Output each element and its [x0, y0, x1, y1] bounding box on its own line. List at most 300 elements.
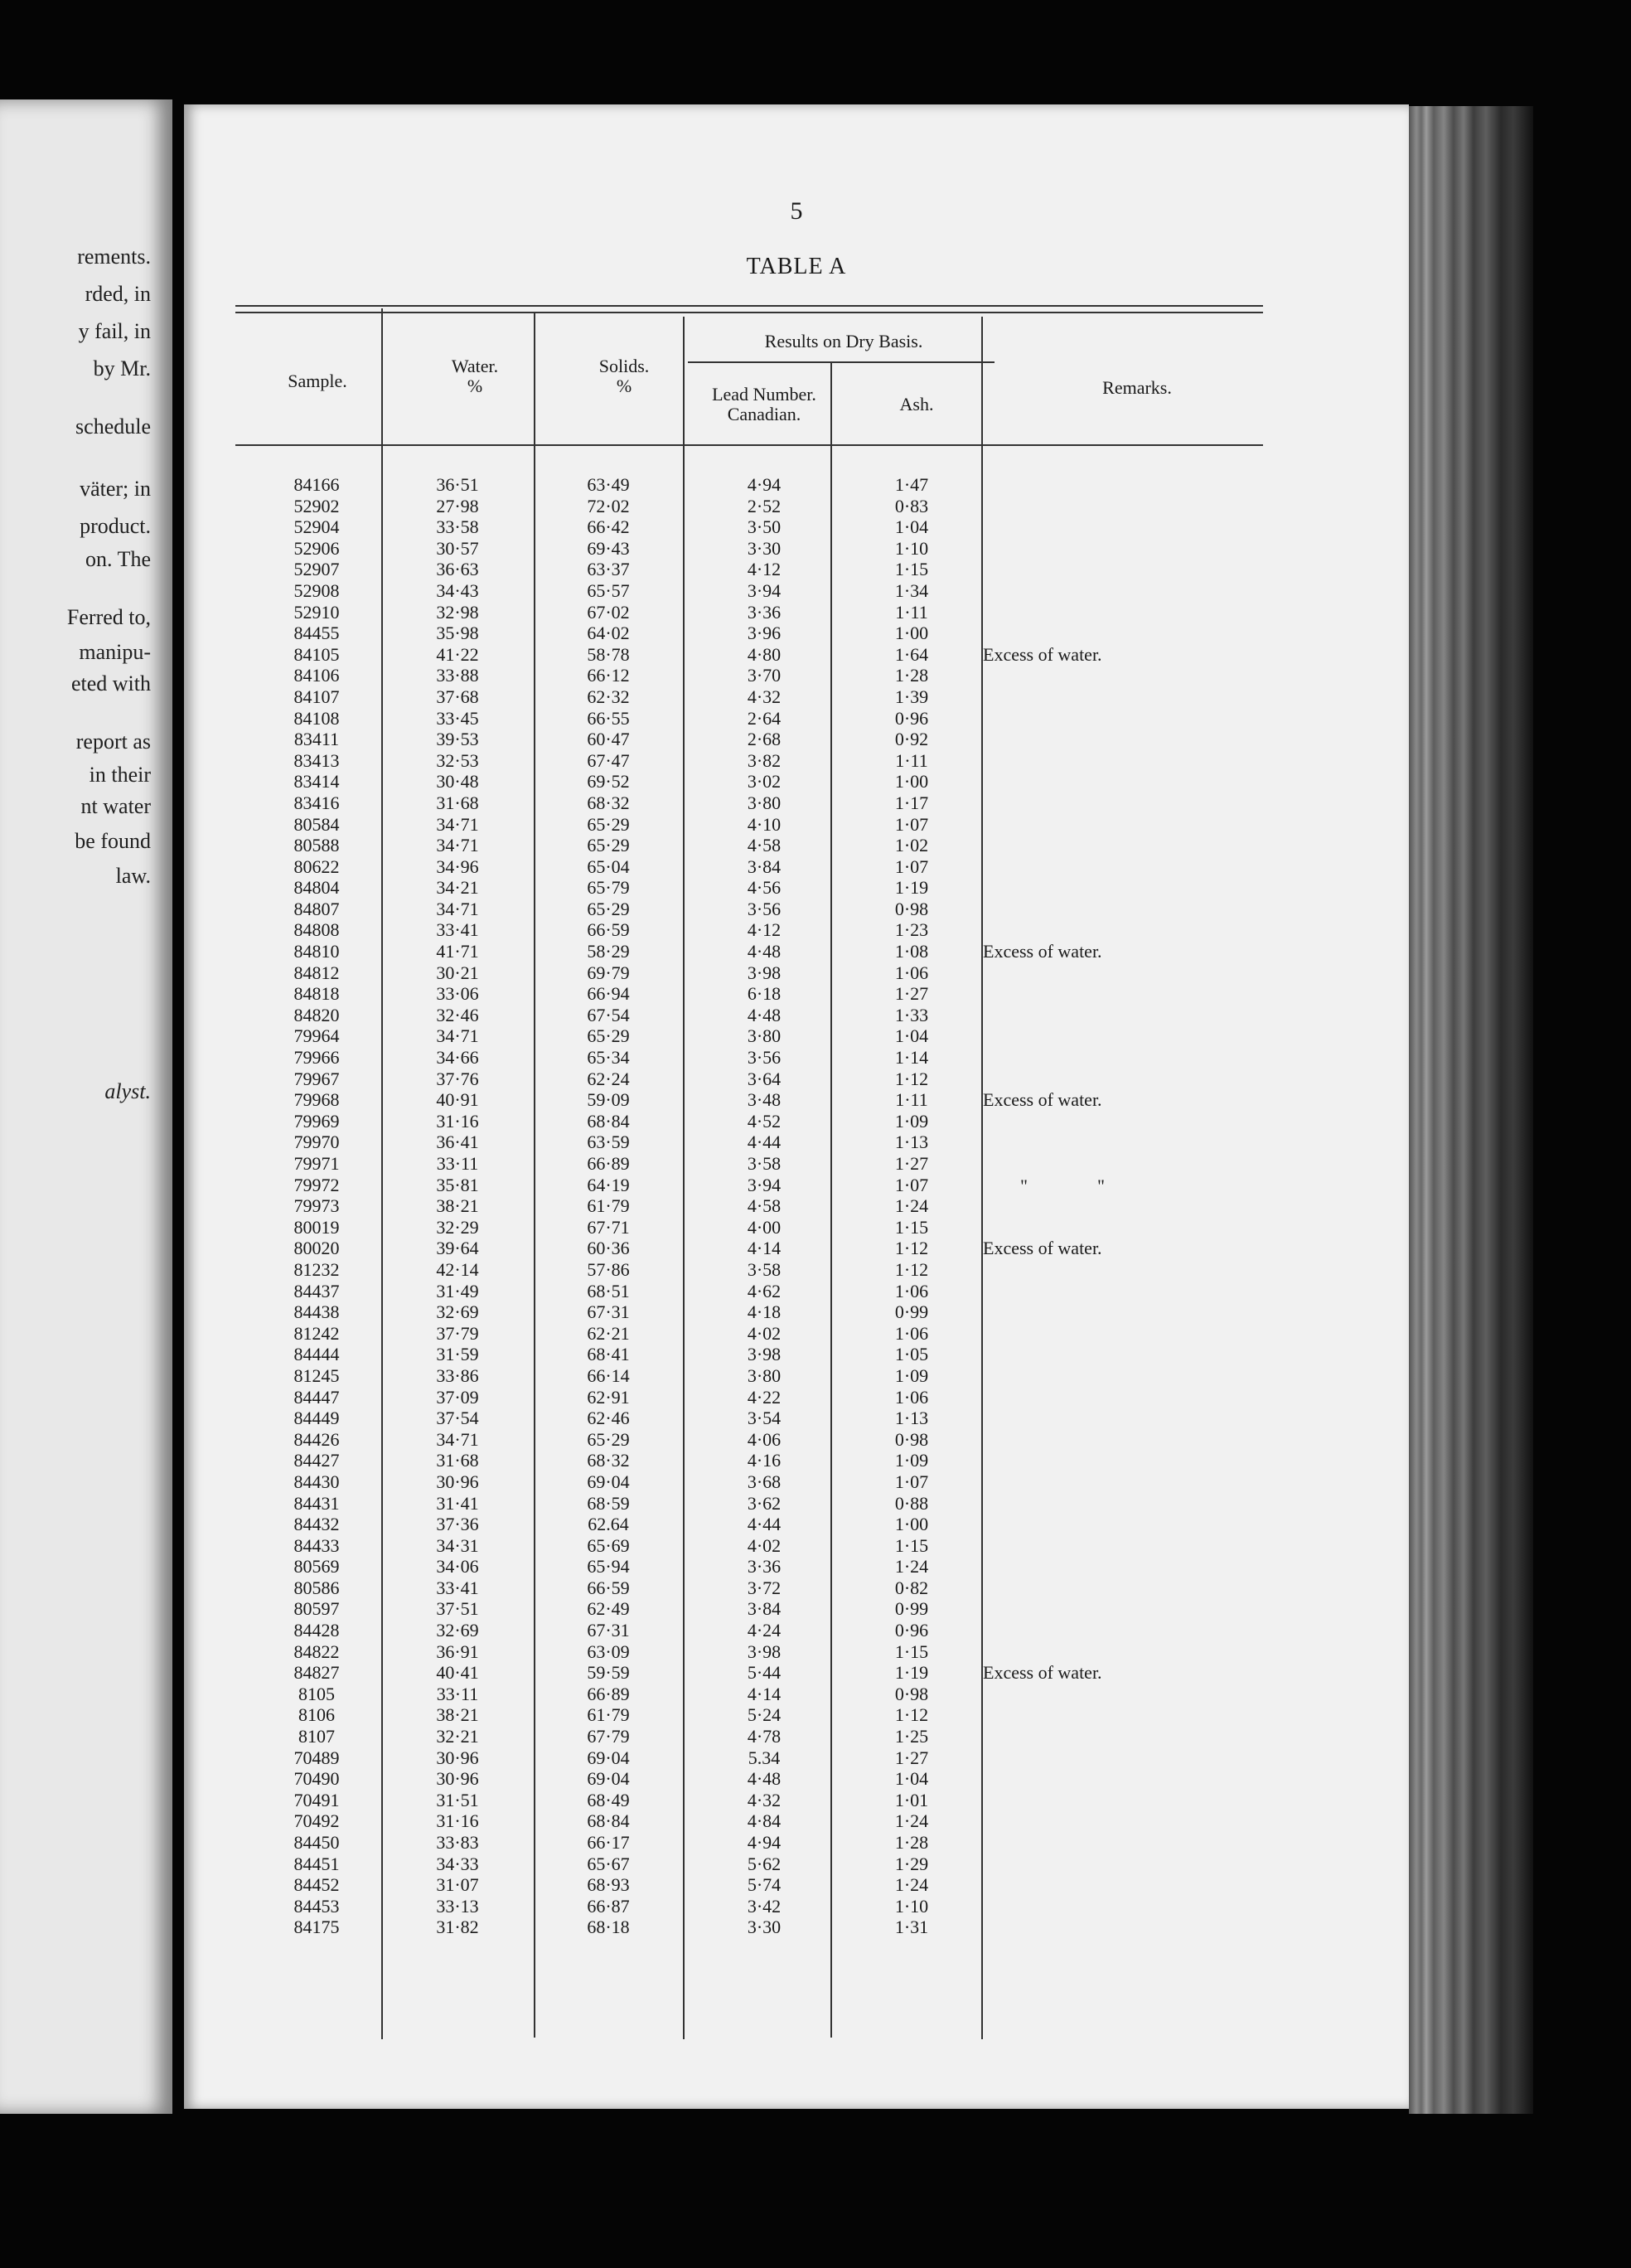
cell-water: 34·66 [436, 1047, 479, 1069]
cell-sample: 84451 [293, 1853, 340, 1874]
cell-sample: 79968 [293, 1089, 340, 1111]
cell-solids: 65·04 [587, 855, 630, 877]
cell-water: 34·06 [436, 1556, 479, 1577]
header-solids-label: Solids. [598, 356, 650, 376]
cell-solids: 68·49 [587, 1789, 630, 1810]
cell-lead: 3·42 [747, 1895, 782, 1917]
cell-sample: 52907 [293, 559, 340, 580]
cell-sample: 79967 [293, 1068, 340, 1089]
cell-solids: 58·29 [587, 941, 630, 962]
cell-lead: 4·02 [747, 1534, 782, 1556]
cell-lead: 3·54 [747, 1408, 782, 1429]
cell-sample: 79970 [293, 1132, 340, 1153]
cell-lead: 3·58 [747, 1153, 782, 1174]
cell-water: 30·96 [436, 1768, 479, 1790]
cell-lead: 4·62 [747, 1280, 782, 1301]
previous-page-line: väter; in [80, 477, 151, 501]
cell-lead: 4·44 [747, 1514, 782, 1535]
cell-ash: 1·12 [894, 1068, 929, 1089]
cell-lead: 4·16 [747, 1450, 782, 1471]
cell-solids: 67·47 [587, 749, 630, 771]
table-title: TABLE A [746, 254, 847, 279]
cell-lead: 4·10 [747, 813, 782, 835]
cell-ash: 1·15 [894, 1216, 929, 1238]
cell-sample: 8107 [298, 1726, 335, 1747]
cell-solids: 58·78 [587, 643, 630, 665]
cell-ash: 0·88 [894, 1492, 929, 1514]
previous-page-line: by Mr. [93, 356, 151, 380]
cell-ash: 0·99 [894, 1598, 929, 1620]
cell-ash: 1·07 [894, 855, 929, 877]
cell-lead: 4·48 [747, 1004, 782, 1025]
cell-water: 39·53 [436, 729, 479, 750]
cell-water: 32·98 [436, 601, 479, 623]
cell-water: 27·98 [436, 495, 479, 516]
cell-sample: 84447 [293, 1386, 340, 1408]
cell-solids: 68·84 [587, 1110, 630, 1132]
cell-sample: 80588 [293, 835, 340, 856]
cell-solids: 66·89 [587, 1153, 630, 1174]
cell-ash: 1·04 [894, 1025, 929, 1047]
cell-water: 36·91 [436, 1640, 479, 1662]
cell-solids: 62·32 [587, 686, 630, 707]
cell-solids: 66·55 [587, 707, 630, 729]
cell-lead: 5·62 [747, 1853, 782, 1874]
cell-ash: 1·06 [894, 1386, 929, 1408]
cell-sample: 84438 [293, 1301, 340, 1323]
cell-ash: 1·07 [894, 813, 929, 835]
cell-solids: 68·84 [587, 1810, 630, 1832]
cell-solids: 66·87 [587, 1895, 630, 1917]
cell-sample: 52910 [293, 601, 340, 623]
cell-solids: 65·94 [587, 1556, 630, 1577]
cell-sample: 84818 [293, 983, 340, 1005]
cell-ash: 0·92 [894, 729, 929, 750]
cell-ash: 1·29 [894, 1853, 929, 1874]
cell-solids: 65·69 [587, 1534, 630, 1556]
cell-solids: 65·57 [587, 579, 630, 601]
cell-water: 32·29 [436, 1216, 479, 1238]
cell-water: 37·79 [436, 1322, 479, 1344]
previous-page-edge [0, 99, 172, 2114]
cell-water: 33·41 [436, 1577, 479, 1598]
cell-sample: 79973 [293, 1195, 340, 1217]
cell-sample: 84433 [293, 1534, 340, 1556]
cell-sample: 52906 [293, 537, 340, 559]
cell-solids: 68·32 [587, 1450, 630, 1471]
cell-sample: 84450 [293, 1832, 340, 1853]
cell-ash: 1·13 [894, 1408, 929, 1429]
cell-lead: 3·94 [747, 1174, 782, 1195]
cell-lead: 3·30 [747, 537, 782, 559]
cell-solids: 66·89 [587, 1683, 630, 1704]
cell-solids: 68·32 [587, 792, 630, 813]
cell-ash: 1·47 [894, 474, 929, 495]
cell-sample: 84810 [293, 941, 340, 962]
previous-page-line: law. [115, 864, 151, 888]
cell-ash: 1·15 [894, 1534, 929, 1556]
cell-lead: 3·36 [747, 601, 782, 623]
cell-sample: 81232 [293, 1258, 340, 1280]
cell-water: 33·06 [436, 983, 479, 1005]
cell-water: 31·68 [436, 1450, 479, 1471]
cell-solids: 59·09 [587, 1089, 630, 1111]
cell-solids: 66·12 [587, 665, 630, 686]
cell-solids: 61·79 [587, 1704, 630, 1726]
cell-solids: 67·79 [587, 1726, 630, 1747]
previous-page-line: in their [89, 763, 151, 787]
cell-solids: 65·34 [587, 1047, 630, 1069]
cell-solids: 65·29 [587, 898, 630, 919]
cell-lead: 4·12 [747, 559, 782, 580]
cell-water: 34·96 [436, 855, 479, 877]
cell-ash: 1·39 [894, 686, 929, 707]
cell-solids: 66·42 [587, 516, 630, 538]
ditto-mark: " [1020, 1175, 1028, 1196]
header-lead-number [681, 385, 847, 424]
cell-ash: 1·27 [894, 1747, 929, 1768]
cell-solids: 62·49 [587, 1598, 630, 1620]
cell-water: 37·09 [436, 1386, 479, 1408]
cell-sample: 52904 [293, 516, 340, 538]
cell-lead: 3·80 [747, 1364, 782, 1386]
cell-solids: 62·24 [587, 1068, 630, 1089]
cell-water: 35·98 [436, 623, 479, 644]
cell-solids: 65·29 [587, 835, 630, 856]
cell-ash: 1·27 [894, 983, 929, 1005]
cell-water: 32·46 [436, 1004, 479, 1025]
cell-ash: 1·00 [894, 623, 929, 644]
cell-water: 38·21 [436, 1704, 479, 1726]
cell-solids: 69·04 [587, 1768, 630, 1790]
cell-solids: 67·31 [587, 1301, 630, 1323]
cell-sample: 79966 [293, 1047, 340, 1069]
cell-remark: Excess of water. [983, 643, 1102, 665]
cell-water: 32·21 [436, 1726, 479, 1747]
cell-water: 30·96 [436, 1747, 479, 1768]
cell-ash: 0·83 [894, 495, 929, 516]
cell-ash: 1·12 [894, 1238, 929, 1259]
cell-water: 36·51 [436, 474, 479, 495]
cell-lead: 3·80 [747, 792, 782, 813]
cell-sample: 84430 [293, 1471, 340, 1492]
cell-water: 34·71 [436, 1025, 479, 1047]
cell-water: 36·41 [436, 1132, 479, 1153]
cell-sample: 52908 [293, 579, 340, 601]
top-rule [235, 305, 1263, 307]
cell-sample: 79969 [293, 1110, 340, 1132]
previous-page-line: alyst. [104, 1079, 151, 1103]
cell-solids: 69·04 [587, 1747, 630, 1768]
cell-ash: 1·15 [894, 1640, 929, 1662]
cell-lead: 4·12 [747, 919, 782, 941]
cell-sample: 52902 [293, 495, 340, 516]
cell-ash: 1·12 [894, 1258, 929, 1280]
cell-water: 34·71 [436, 898, 479, 919]
previous-page-line: eted with [70, 671, 151, 695]
cell-sample: 84455 [293, 623, 340, 644]
cell-solids: 60·36 [587, 1238, 630, 1259]
previous-page-line: y fail, in [78, 319, 151, 343]
cell-ash: 1·23 [894, 919, 929, 941]
cell-ash: 1·11 [895, 601, 928, 623]
cell-water: 34·71 [436, 835, 479, 856]
cell-solids: 68·41 [587, 1344, 630, 1365]
page-number: 5 [790, 197, 803, 225]
header-results-group: Results on Dry Basis. [764, 331, 923, 351]
cell-solids: 67·31 [587, 1620, 630, 1641]
cell-sample: 80019 [293, 1216, 340, 1238]
cell-ash: 1·24 [894, 1874, 929, 1896]
cell-water: 42·14 [436, 1258, 479, 1280]
cell-sample: 84108 [293, 707, 340, 729]
cell-water: 33·41 [436, 919, 479, 941]
cell-lead: 3·02 [747, 771, 782, 792]
cell-ash: 1·28 [894, 665, 929, 686]
cell-solids: 67·71 [587, 1216, 630, 1238]
cell-lead: 4·94 [747, 1832, 782, 1853]
previous-page-line: manipu- [79, 640, 151, 664]
cell-lead: 2·68 [747, 729, 782, 750]
cell-water: 35·81 [436, 1174, 479, 1195]
cell-lead: 4·22 [747, 1386, 782, 1408]
previous-page-line: report as [75, 729, 151, 754]
cell-ash: 1·05 [894, 1344, 929, 1365]
cell-ash: 0·96 [894, 1620, 929, 1641]
cell-lead: 3·98 [747, 1344, 782, 1365]
cell-sample: 80586 [293, 1577, 340, 1598]
cell-lead: 5·74 [747, 1874, 782, 1896]
cell-lead: 3·36 [747, 1556, 782, 1577]
cell-ash: 1·24 [894, 1556, 929, 1577]
cell-ash: 1·25 [894, 1726, 929, 1747]
cell-solids: 59·59 [587, 1662, 630, 1684]
cell-lead: 4·32 [747, 1789, 782, 1810]
cell-water: 32·69 [436, 1620, 479, 1641]
header-water-label: Water. [451, 356, 499, 376]
header-remarks: Remarks. [1102, 377, 1172, 398]
cell-lead: 4·52 [747, 1110, 782, 1132]
cell-lead: 4·84 [747, 1810, 782, 1832]
book-page [184, 104, 1409, 2109]
cell-sample: 84431 [293, 1492, 340, 1514]
cell-water: 34·43 [436, 579, 479, 601]
cell-lead: 3·94 [747, 579, 782, 601]
cell-sample: 70491 [293, 1789, 340, 1810]
cell-lead: 3·62 [747, 1492, 782, 1514]
cell-sample: 84432 [293, 1514, 340, 1535]
cell-water: 36·63 [436, 559, 479, 580]
col-sep-4 [830, 363, 832, 2038]
col-sep-3 [683, 317, 685, 2039]
cell-ash: 1·00 [894, 771, 929, 792]
previous-page-line: product. [80, 514, 151, 538]
cell-water: 34·71 [436, 1428, 479, 1450]
cell-solids: 68·59 [587, 1492, 630, 1514]
cell-water: 30·96 [436, 1471, 479, 1492]
cell-solids: 66·17 [587, 1832, 630, 1853]
cell-sample: 84444 [293, 1344, 340, 1365]
cell-water: 37·51 [436, 1598, 479, 1620]
cell-ash: 1·09 [894, 1110, 929, 1132]
cell-water: 31·51 [436, 1789, 479, 1810]
cell-ash: 1·13 [894, 1132, 929, 1153]
cell-solids: 61·79 [587, 1195, 630, 1217]
cell-lead: 4·78 [747, 1726, 782, 1747]
cell-sample: 84449 [293, 1408, 340, 1429]
cell-sample: 83413 [293, 749, 340, 771]
cell-water: 32·53 [436, 749, 479, 771]
cell-lead: 4·14 [747, 1238, 782, 1259]
cell-solids: 68·18 [587, 1917, 630, 1938]
header-solids-unit: % [616, 376, 632, 396]
cell-lead: 3·82 [747, 749, 782, 771]
cell-water: 33·11 [436, 1683, 479, 1704]
cell-ash: 1·11 [895, 749, 928, 771]
cell-lead: 3·50 [747, 516, 782, 538]
cell-sample: 84827 [293, 1662, 340, 1684]
cell-ash: 1·11 [895, 1089, 928, 1111]
cell-solids: 65·29 [587, 813, 630, 835]
cell-ash: 1·08 [894, 941, 929, 962]
cell-ash: 1·06 [894, 1322, 929, 1344]
cell-lead: 3·56 [747, 1047, 782, 1069]
cell-lead: 3·72 [747, 1577, 782, 1598]
cell-water: 31·16 [436, 1110, 479, 1132]
cell-water: 33·58 [436, 516, 479, 538]
cell-lead: 4·56 [747, 877, 782, 899]
cell-lead: 4·00 [747, 1216, 782, 1238]
cell-lead: 4·80 [747, 643, 782, 665]
cell-ash: 1·09 [894, 1450, 929, 1471]
cell-lead: 4·48 [747, 941, 782, 962]
cell-sample: 81245 [293, 1364, 340, 1386]
cell-lead: 4·02 [747, 1322, 782, 1344]
cell-ash: 1·64 [894, 643, 929, 665]
cell-water: 34·33 [436, 1853, 479, 1874]
cell-water: 33·88 [436, 665, 479, 686]
cell-water: 31·49 [436, 1280, 479, 1301]
cell-lead: 6·18 [747, 983, 782, 1005]
cell-ash: 1·12 [894, 1704, 929, 1726]
cell-water: 37·54 [436, 1408, 479, 1429]
cell-water: 31·07 [436, 1874, 479, 1896]
cell-remark: Excess of water. [983, 1238, 1102, 1259]
cell-sample: 70490 [293, 1768, 340, 1790]
cell-ash: 1·02 [894, 835, 929, 856]
cell-ash: 1·10 [894, 537, 929, 559]
cell-lead: 2·52 [747, 495, 782, 516]
cell-lead: 3·58 [747, 1258, 782, 1280]
cell-ash: 0·96 [894, 707, 929, 729]
cell-water: 34·71 [436, 813, 479, 835]
cell-sample: 84807 [293, 898, 340, 919]
previous-page-line: rements. [77, 245, 151, 269]
cell-ash: 1·33 [894, 1004, 929, 1025]
cell-ash: 1·27 [894, 1153, 929, 1174]
cell-sample: 84808 [293, 919, 340, 941]
header-water-unit: % [467, 376, 483, 396]
cell-remark: Excess of water. [983, 1089, 1102, 1111]
col-sep-5 [981, 317, 983, 2039]
cell-water: 37·68 [436, 686, 479, 707]
cell-ash: 1·15 [894, 559, 929, 580]
previous-page-line: nt water [80, 794, 151, 818]
cell-sample: 83411 [293, 729, 340, 750]
cell-ash: 1·01 [894, 1789, 929, 1810]
cell-sample: 84426 [293, 1428, 340, 1450]
cell-solids: 68·51 [587, 1280, 630, 1301]
cell-lead: 4·44 [747, 1132, 782, 1153]
previous-page-line: Ferred to, [66, 605, 151, 629]
cell-lead: 3·70 [747, 665, 782, 686]
cell-water: 33·83 [436, 1832, 479, 1853]
cell-water: 34·31 [436, 1534, 479, 1556]
cell-solids: 65·29 [587, 1428, 630, 1450]
col-sep-1 [381, 308, 383, 2039]
header-bottom-rule [235, 444, 1263, 446]
cell-solids: 69·52 [587, 771, 630, 792]
cell-solids: 62·46 [587, 1408, 630, 1429]
previous-page-line: be found [75, 829, 151, 853]
cell-solids: 66·59 [587, 1577, 630, 1598]
cell-lead: 3·64 [747, 1068, 782, 1089]
cell-water: 30·21 [436, 962, 479, 983]
cell-remark: Excess of water. [983, 1662, 1102, 1684]
header-sample: Sample. [288, 371, 347, 391]
cell-water: 33·86 [436, 1364, 479, 1386]
col-sep-2 [534, 313, 535, 2038]
cell-sample: 79964 [293, 1025, 340, 1047]
cell-water: 31·82 [436, 1917, 479, 1938]
cell-solids: 69·43 [587, 537, 630, 559]
cell-ash: 0·98 [894, 1428, 929, 1450]
cell-solids: 64·19 [587, 1174, 630, 1195]
cell-lead: 3·30 [747, 1917, 782, 1938]
cell-lead: 3·56 [747, 898, 782, 919]
cell-water: 31·68 [436, 792, 479, 813]
header-lead-line2: Canadian. [727, 404, 801, 424]
cell-solids: 62.64 [588, 1514, 629, 1535]
cell-lead: 4·58 [747, 835, 782, 856]
cell-solids: 64·02 [587, 623, 630, 644]
cell-lead: 3·98 [747, 962, 782, 983]
cell-sample: 70489 [293, 1747, 340, 1768]
cell-water: 39·64 [436, 1238, 479, 1259]
ditto-mark: " [1097, 1175, 1105, 1196]
cell-sample: 84105 [293, 643, 340, 665]
cell-solids: 66·59 [587, 919, 630, 941]
cell-solids: 63·59 [587, 1132, 630, 1153]
cell-water: 37·76 [436, 1068, 479, 1089]
cell-water: 33·11 [436, 1153, 479, 1174]
cell-solids: 63·37 [587, 559, 630, 580]
cell-lead: 3·68 [747, 1471, 782, 1492]
cell-ash: 1·14 [894, 1047, 929, 1069]
cell-ash: 1·34 [894, 579, 929, 601]
cell-sample: 84437 [293, 1280, 340, 1301]
cell-lead: 3·84 [747, 855, 782, 877]
cell-sample: 84106 [293, 665, 340, 686]
cell-sample: 84175 [293, 1917, 340, 1938]
cell-solids: 69·79 [587, 962, 630, 983]
cell-ash: 0·82 [894, 1577, 929, 1598]
cell-water: 31·16 [436, 1810, 479, 1832]
cell-sample: 84453 [293, 1895, 340, 1917]
cell-lead: 5·24 [747, 1704, 782, 1726]
cell-lead: 3·96 [747, 623, 782, 644]
cell-ash: 1·04 [894, 516, 929, 538]
